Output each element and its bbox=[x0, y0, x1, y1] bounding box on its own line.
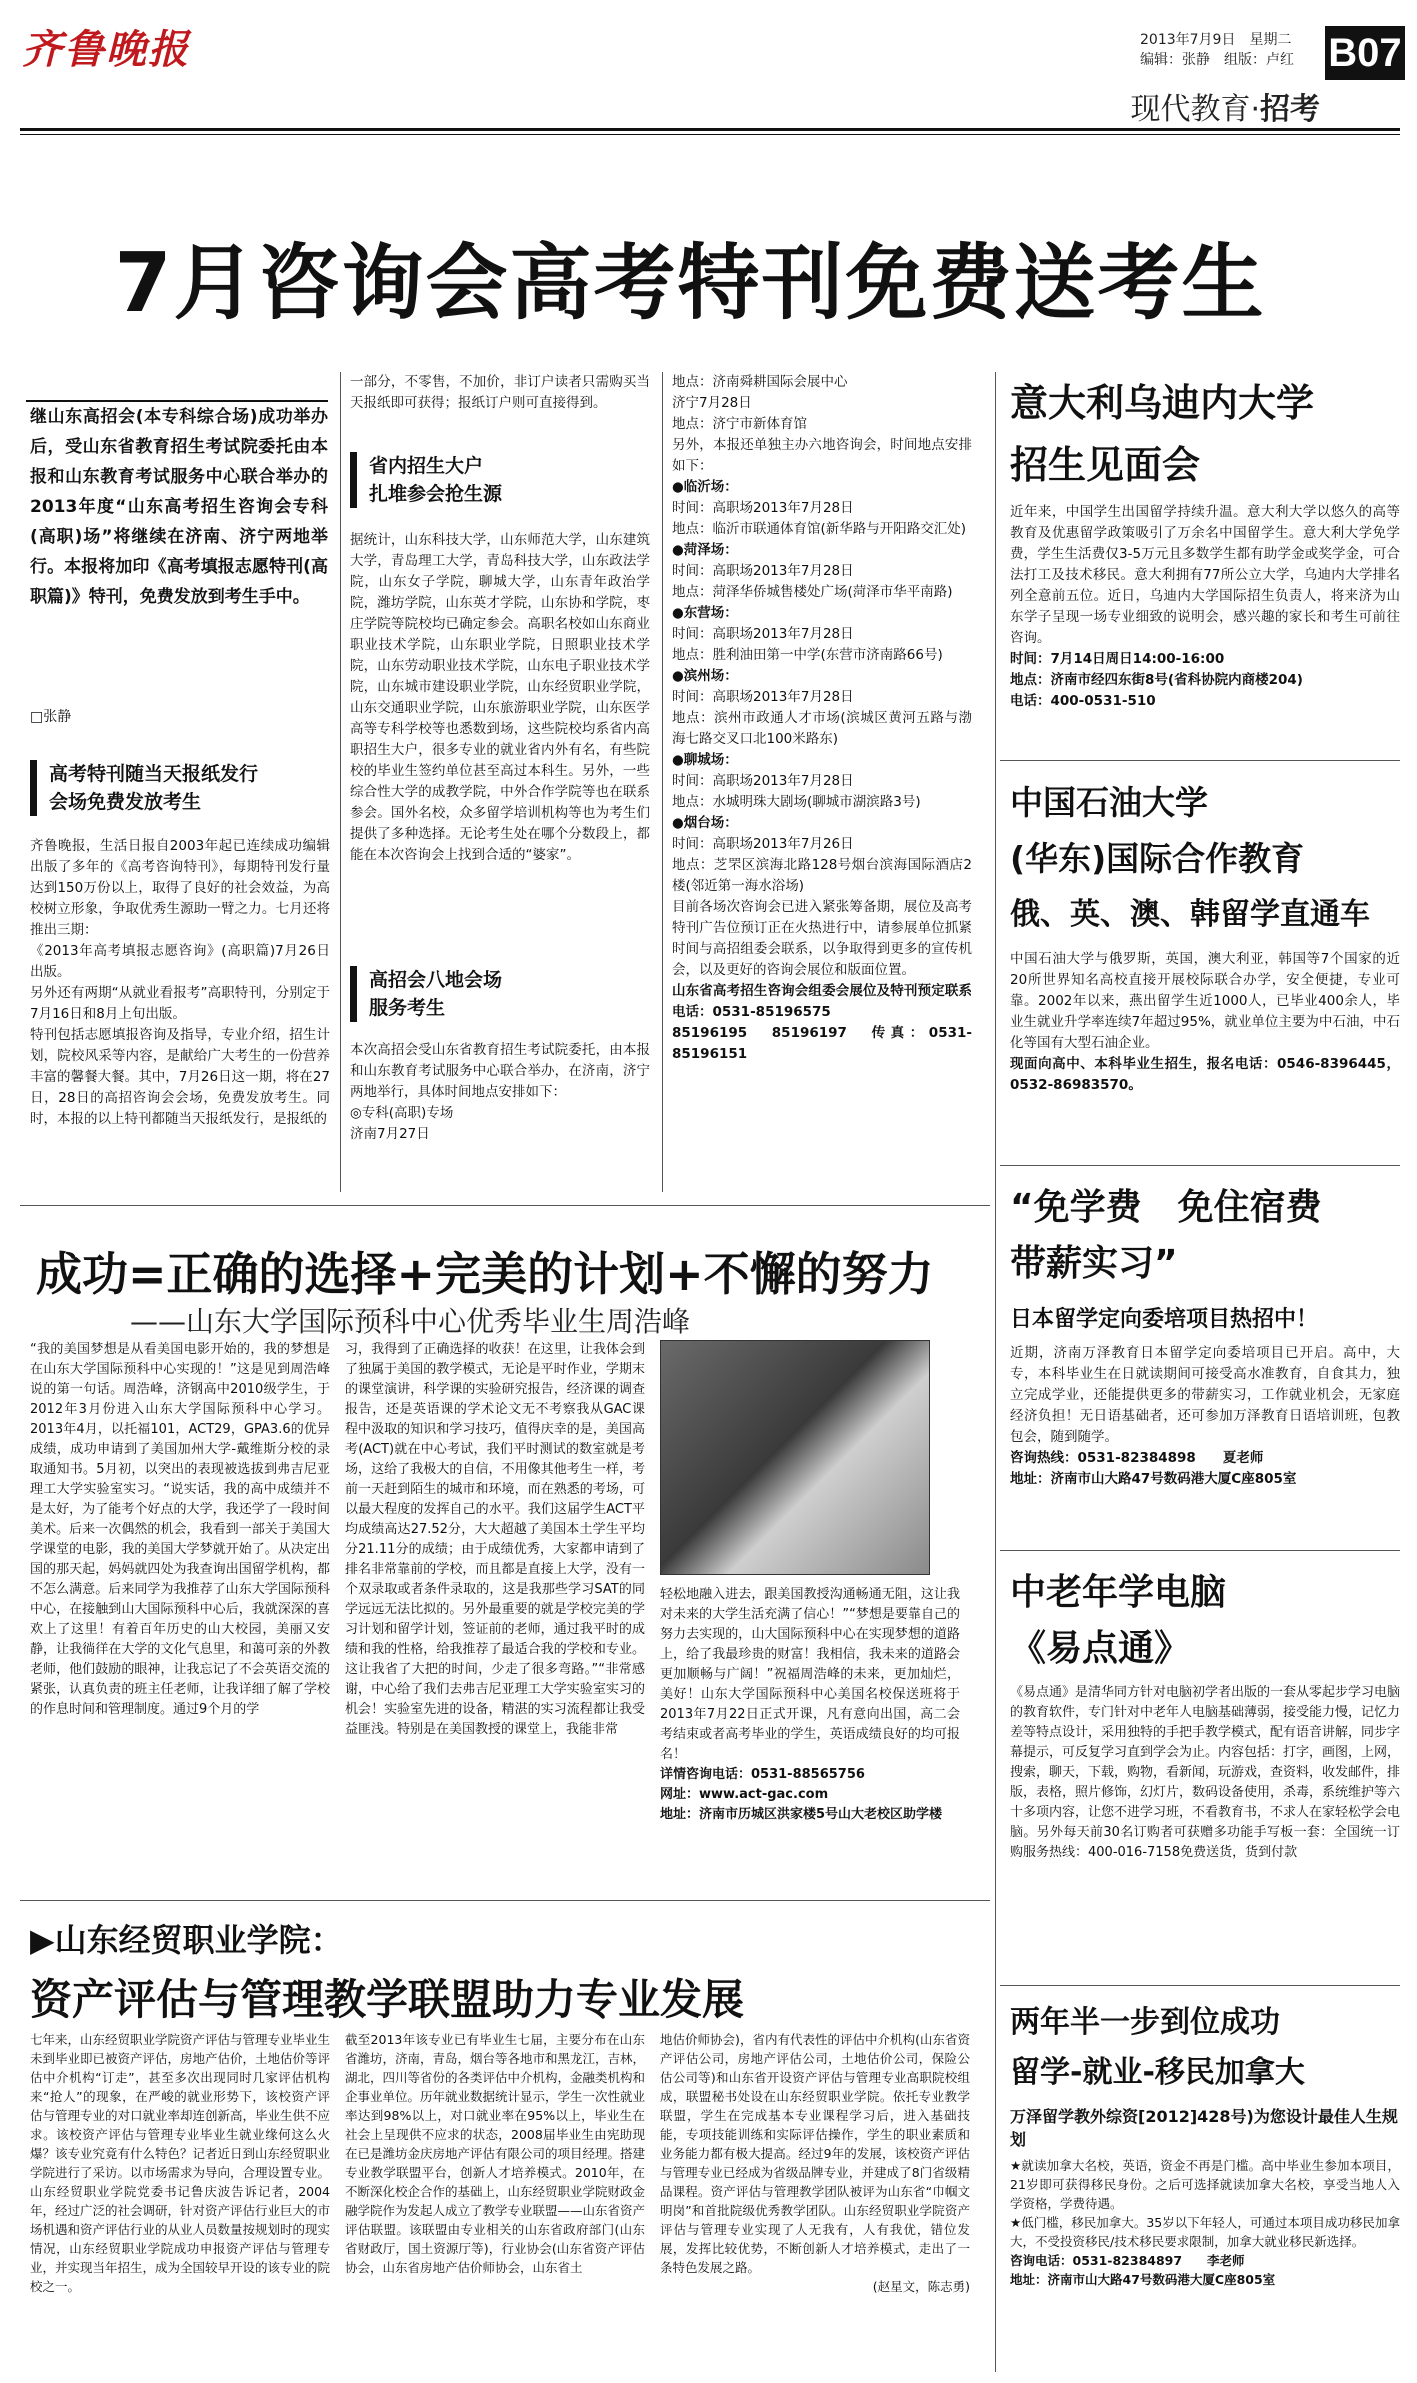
header-rule bbox=[20, 128, 1400, 131]
city-place: 地点：滨州市政通人才市场(滨城区黄河五路与渤海七路交叉口北100米路东) bbox=[672, 710, 972, 747]
trade-col1: 七年来，山东经贸职业学院资产评估与管理专业毕业生未到毕业即已被资产评估，房地产估价，土地估价等评估中介机构“订走”，甚至多次出现同时几家评估机构来“抢人”的现象，在严峻的就业形势下，该校资产评估与管理专业的对口就业率却连创新高，毕业生供不应求。该校资产评估与管理专业毕业生就业缘何这么火爆？该专业究竟有什么特色？记者近日到山东经贸职业学院进行了采访。以市场需求为导向，合理设置专业。山东经贸职业学院党委书记鲁庆波告诉记者，2004年，经过广泛的社会调研，针对资产评估行业巨大的市场机遇和资产评估行业的从业人员数量按规划时的现实情况，山东经贸职业学院成功申报资产评估与管理专业，并实现当年招生，成为全国较早开设的该专业的院校之一。 bbox=[30, 2032, 331, 2294]
ad-udine: 意大利乌迪内大学 招生见面会 近年来，中国学生出国留学持续升温。意大利大学以悠久的高等教育及优惠留学政策吸引了万余名中国留学生。意大利大学免学费，学生生活费仅3-5万元且多数学生都有助学金或奖学金，可合法打工及技术移民。意大利拥有77所公立大学，乌迪内大学排名列全意前五位。近日，乌迪内大学国际招生负责人，将来济为山东学子呈现一场专业细致的说明会，感兴趣的家长和考生可前往咨询。 时间：7月14日周日14:00-16:00 地点：济南市经四东街8号(省科协院内商楼204) 电话：400-0531-510 bbox=[1010, 381, 1400, 709]
trade-title-1: ▶山东经贸职业学院： bbox=[30, 1921, 343, 1959]
col3-body: 地点：济南舜耕国际会展中心 济宁7月28日 地点：济宁市新体育馆 另外，本报还单独主办六地咨询会，时间地点安排如下： ●临沂场： 时间：高职场2013年7月28日 地点：临沂市联通体育馆(新华路与开阳路交汇处) ●菏泽场： 时间：高职场2013年7月28日 地点：菏泽华侨城售楼处广场(菏泽市华平南路) ●东营场： 时间：高职场2013年7月28日 地点：胜利油田第一中学(东营市济南路66号) ●滨州场： 时间：高职场2013年7月28日 地点：滨州市政通人才市场(滨城区黄河五路与渤海七路交叉口北100米路东) ●聊城场： 时间：高职场2013年7月28日 地点：水城明珠大剧场(聊城市湖滨路3号) ●烟台场： 时间：高职场2013年7月26日 地点：芝罘区滨海北路128号烟台滨海国际酒店2楼(邻近第一海水浴场) 目前各场次咨询会已进入紧张筹备期，展位及高考特刊广告位预订正在火热进行中，请参展单位抓紧时间与高招组委会联系，以争取得到更多的宣传机会，以及更好的咨询会展位和版面位置。 山东省高考招生咨询会组委会展位及特刊预定联系电话：0531-85196575 85196195 85196197 传真：0531-85196151 bbox=[672, 374, 972, 1062]
col1-subhead: 高考特刊随当天报纸发行 会场免费发放考生 bbox=[30, 760, 330, 816]
city-time: 时间：高职场2013年7月28日 bbox=[672, 500, 854, 516]
ad-divider bbox=[1000, 760, 1400, 761]
ad-computer: 中老年学电脑 《易点通》 《易点通》是清华同方针对电脑初学者出版的一套从零起步学习电脑的教育软件，专门针对中老年人电脑基础薄弱，接受能力慢，记忆力差等特点设计，采用独特的手把手教学模式，配有语音讲解，同步字幕提示，可反复学习直到学会为止。内容包括：打字，画图，上网，搜索，聊天，下载，购物，看新闻，玩游戏，查资料，收发邮件，排版，表格，照片修饰，幻灯片，数码设备使用，杀毒，系统维护等六十多项内容，让您不进学习班，不看教育书，不求人在家轻松学会电脑。另外每天前30名订购者可获赠多功能手写板一套：全国统一订购服务热线：400-016-7158免费送货，货到付款 bbox=[1010, 1572, 1401, 1860]
ad-canada: 两年半一步到位成功 留学-就业-移民加拿大 万泽留学教外综资[2012]428号)为您设计最佳人生规划 ★就读加拿大名校，英语，资金不再是门槛。高中毕业生参加本项目，21岁即可获得移民身份。之后可选择就读加拿大名校，享受当地人入学资格，学费待遇。 ★低门槛，移民加拿大。35岁以下年轻人，可通过本项目成功移民加拿大，不受投资移民/技术移民要求限制，加拿大就业移民新选择。 咨询电话：0531-82384897 李老师 地址：济南市山大路47号数码港大厦C座805室 bbox=[1010, 2005, 1400, 2287]
page-number: B07 bbox=[1325, 26, 1405, 80]
lead-text: 继山东高招会(本专科综合场)成功举办后，受山东省教育招生考试院委托由本报和山东教育考试服务中心联合举办的2013年度“山东高考招生咨询会专科(高职)场”将继续在济南、济宁两地举行。本报将加印《高考填报志愿特刊(高职篇)》特刊，免费发放到考生手中。 bbox=[30, 407, 328, 607]
city-time: 时间：高职场2013年7月28日 bbox=[672, 689, 854, 705]
city-time: 时间：高职场2013年7月26日 bbox=[672, 836, 854, 852]
right-column-divider bbox=[995, 372, 996, 2372]
column-divider bbox=[340, 372, 341, 1192]
col2-subhead-1: 省内招生大户 扎堆参会抢生源 bbox=[350, 452, 650, 508]
city-time: 时间：高职场2013年7月28日 bbox=[672, 626, 854, 642]
issue-editors: 编辑：张静 组版：卢红 bbox=[1140, 52, 1294, 68]
col2-body-1: 据统计，山东科技大学，山东师范大学，山东建筑大学，青岛理工大学，青岛科技大学，山东政法学院，山东女子学院，聊城大学，山东青年政治学院，潍坊学院，山东英才学院，山东协和学院，枣庄学院等院校均已确定参会。高职名校如山东商业职业技术学院，山东职业学院，日照职业技术学院，山东劳动职业技术学院，山东电子职业技术学院，山东城市建设职业学院，山东经贸职业学院，山东交通职业学院，山东旅游职业学院，山东医学高等专科学校等也悉数到场，这些院校均系省内高职招生大户，很多专业的就业省内外有名，有些院校的毕业生签约单位甚至高过本科生。另外，一些综合性大学的成教学院，中外合作学院等也在联系参会。国外名校，众多留学培训机构等也为考生们提供了多种选择。无论考生处在哪个分数段上，都能在本次咨询会上找到合适的“婆家”。 bbox=[350, 532, 650, 863]
col2-body-2: 本次高招会受山东省教育招生考试院委托，由本报和山东教育考试服务中心联合举办，在济南，济宁两地举行，具体时间地点安排如下： ◎专科(高职)专场 济南7月27日 bbox=[350, 1042, 650, 1142]
ad-divider bbox=[1000, 1985, 1400, 1986]
city-name: ●烟台场： bbox=[672, 815, 738, 831]
city-name: ●聊城场： bbox=[672, 752, 738, 768]
newspaper-logo: 齐鲁晚报 bbox=[22, 26, 190, 73]
col2-intro: 一部分，不零售，不加价，非订户读者只需购买当天报纸即可获得；报纸订户则可直接得到。 bbox=[350, 374, 650, 411]
city-place: 地点：芝罘区滨海北路128号烟台滨海国际酒店2楼(邻近第一海水浴场) bbox=[672, 857, 972, 894]
city-time: 时间：高职场2013年7月28日 bbox=[672, 563, 854, 579]
section-divider bbox=[20, 1900, 990, 1901]
main-headline: 7月咨询会高考特刊免费送考生 bbox=[114, 236, 1266, 331]
column-divider bbox=[662, 372, 663, 1192]
feature-col2: 习，我得到了正确选择的收获！在这里，让我体会到了独属于美国的教学模式，无论是平时作业，学期末的课堂演讲，科学课的实验研究报告，经济课的调查报告，还是英语课的学术论文无不考察我从GAC课程中汲取的知识和学习技巧，值得庆幸的是，美国高考(ACT)就在中心考试，我们平时测试的数室就是考场，这给了我极大的自信，不用像其他考生一样，考前一天赶到陌生的城市和环境，而在熟悉的考场，可以最大程度的发挥自己的水平。我们这届学生ACT平均成绩高达27.52分，大大超越了美国本土学生平均分21.11分的成绩；由于成绩优秀，大家都申请到了排名非常靠前的学校，而且都是直接上大学，没有一个双录取或者条件录取的，这是我那些学习SAT的同学远远无法比拟的。另外最重要的就是学校完美的学习计划和留学计划，签证前的老师，通过我平时的成绩和我的性格，给我推荐了最适合我的学校和专业。这让我省了大把的时间，少走了很多弯路。”“非常感谢，中心给了我们去弗吉尼亚理工大学实验室实习的机会！实验室先进的设备，精湛的实习流程都让我受益匪浅。特别是在美国教授的课堂上，我能非常 bbox=[345, 1342, 645, 1737]
city-name: ●临沂场： bbox=[672, 479, 738, 495]
feature-subtitle: ——山东大学国际预科中心优秀毕业生周浩峰 bbox=[130, 1305, 691, 1338]
lead-byline: □张静 bbox=[30, 709, 72, 725]
col1-body: 齐鲁晚报，生活日报自2003年起已连续成功编辑出版了多年的《高考咨询特刊》，每期特刊发行量达到150万份以上，取得了良好的社会效益，为高校树立形象，争取优秀生源助一臂之力。七月还将推出三期： 《2013年高考填报志愿咨询》(高职篇)7月26日出版。 另外还有两期“从就业看报考”高职特刊，分别定于7月16日和8月上旬出版。 特刊包括志愿填报咨询及指导，专业介绍，招生计划，院校风采等内容，是献给广大考生的一份营养丰富的馨餐大餐。其中，7月26日这一期，将在27日，28日的高招咨询会会场，免费发放考生。同时，本报的以上特刊都随当天报纸发行，是报纸的 bbox=[30, 838, 330, 1127]
city-place: 地点：菏泽华侨城售楼处广场(菏泽市华平南路) bbox=[672, 584, 953, 600]
ad-japan: “免学费 免住宿费 带薪实习” 日本留学定向委培项目热招中！ 近期，济南万泽教育日本留学定向委培项目已开启。高中，大专，本科毕业生在日就读期间可接受高水准教育，自食其力，独立完成学业，还能提供更多的带薪实习，工作就业机会，无家庭经济负担！无日语基础者，还可参加万泽教育日语培训班，包教包会，随到随学。 咨询热线：0531-82384898 夏老师 地址：济南市山大路47号数码港大厦C座805室 bbox=[1010, 1187, 1400, 1487]
issue-date: 2013年7月9日 星期二 bbox=[1140, 32, 1292, 48]
city-time: 时间：高职场2013年7月28日 bbox=[672, 773, 854, 789]
ad-divider bbox=[1000, 1165, 1400, 1166]
col2-subhead-2: 高招会八地会场 服务考生 bbox=[350, 966, 650, 1022]
header-rule-thin bbox=[20, 134, 1400, 135]
ad-upc: 中国石油大学 (华东)国际合作教育 俄、英、澳、韩留学直通车 中国石油大学与俄罗斯，英国，澳大利亚，韩国等7个国家的近20所世界知名高校直接开展校际联合办学，安全便捷，专业可靠。2002年以来，燕出留学生近1000人，已毕业400余人，毕业生就业升学率连续7年超过95%，就业单位主要为中石油，中石化等国有大型石油企业。 现面向高中、本科毕业生招生，报名电话：0546-8396445，0532-86983570。 bbox=[1010, 783, 1400, 1093]
feature-title: 成功=正确的选择+完美的计划+不懈的努力 bbox=[36, 1247, 934, 1301]
city-name: ●菏泽场： bbox=[672, 542, 738, 558]
feature-col1: “我的美国梦想是从看美国电影开始的，我的梦想是在山东大学国际预科中心实现的！”这是见到周浩峰说的第一句话。周浩峰，济钢高中2010级学生，于2012年3月份进入山东大学国际预科中心学习。2013年4月，以托福101，ACT29，GPA3.6的优异成绩，成功申请到了美国加州大学-戴维斯分校的录取通知书。5月初，以突出的表现被选拔到弗吉尼亚理工大学实验室实习。“说实话，我的高中成绩并不是太好，为了能考个好点的大学，我还学了一段时间美术。后来一次偶然的机会，我看到一部关于美国大学课堂的电影，我的美国大学梦就开始了。从决定出国的那天起，妈妈就四处为我查询出国留学机构，都不怎么满意。后来同学为我推荐了山东大学国际预科中心，在接触到山大国际预科中心后，我就深深的喜欢上了这里！有着百年历史的山大校园，美丽又安静，让我徜徉在大学的文化气息里，和蔼可亲的外教老师，他们鼓励的眼神，让我忘记了不会英语交流的紧张，认真负责的班主任老师，让我详细了解了学校的作息时间和管理制度。通过9个月的学 bbox=[30, 1342, 330, 1717]
section-name: 现代教育·招考 bbox=[1130, 92, 1320, 127]
trade-title-2: 资产评估与管理教学联盟助力专业发展 bbox=[30, 1975, 745, 2024]
section-divider bbox=[20, 1205, 990, 1206]
student-photo bbox=[660, 1340, 930, 1575]
trade-col3: 地估价师协会)，省内有代表性的评估中介机构(山东省资产评估公司，房地产评估公司，土地估价公司，保险公估公司等)和山东省开设资产评估与管理专业高职院校组成，联盟秘书处设在山东经贸职业学院。依托专业教学联盟，学生在完成基本专业课程学习后，进入基础技能，专项技能训练和实际评估操作，学生的职业素质和业务能力都有极大提高。经过9年的发展，该校资产评估与管理专业已经成为省级品牌专业，并建成了8门省级精品课程。资产评估与管理教学团队被评为山东省“巾帼文明岗”和首批院级优秀教学团队。山东经贸职业学院资产评估与管理专业实现了人无我有，人有我优，错位发展，发挥比较优势，不断创新人才培养模式，走出了一条特色发展之路。 (赵星文，陈志勇) bbox=[660, 2032, 970, 2294]
city-place: 地点：水城明珠大剧场(聊城市湖滨路3号) bbox=[672, 794, 921, 810]
city-list bbox=[672, 477, 972, 897]
ad-divider bbox=[1000, 1550, 1400, 1551]
feature-col3: 轻松地融入进去，跟美国教授沟通畅通无阻，这让我对未来的大学生活充满了信心！”“梦想是要靠自己的努力去实现的，山大国际预科中心在实现梦想的道路上，给了我最珍贵的财富！我相信，我未来的道路会更加顺畅与广阔！”祝福周浩峰的未来，更加灿烂，美好！山东大学国际预科中心美国名校保送班将于2013年7月22日正式开课，凡有意向出国，高二会考结束或者高考毕业的学生，英语成绩良好的均可报名！ 详情咨询电话：0531-88565756 网址：www.act-gac.com 地址：济南市历城区洪家楼5号山大老校区助学楼 bbox=[660, 1587, 960, 1822]
city-name: ●滨州场： bbox=[672, 668, 738, 684]
trade-col2: 截至2013年该专业已有毕业生七届，主要分布在山东省潍坊，济南，青岛，烟台等各地市和黑龙江，吉林，湖北，四川等省份的各类评估中介机构，金融类机构和企事业单位。历年就业数据统计显示，学生一次性就业率达到98%以上，对口就业率在95%以上，毕业生在社会上呈现供不应求的状态，2008届毕业生由宪助现在已是潍坊金庆房地产评估有限公司的项目经理。搭建专业教学联盟平台，创新人才培养模式。2010年，在不断深化校企合作的基础上，山东经贸职业学院财政金融学院作为发起人成立了教学专业联盟——山东省资产评估联盟。该联盟由专业相关的山东省政府部门(山东省财政厅，国土资源厅等)，行业协会(山东省资产评估协会，山东省房地产估价师协会，山东省土 bbox=[345, 2032, 646, 2275]
city-place: 地点：胜利油田第一中学(东营市济南路66号) bbox=[672, 647, 943, 663]
city-name: ●东营场： bbox=[672, 605, 738, 621]
issue-meta bbox=[1140, 30, 1320, 70]
trade-header bbox=[30, 1915, 970, 2027]
city-place: 地点：临沂市联通体育馆(新华路与开阳路交汇处) bbox=[672, 521, 967, 537]
